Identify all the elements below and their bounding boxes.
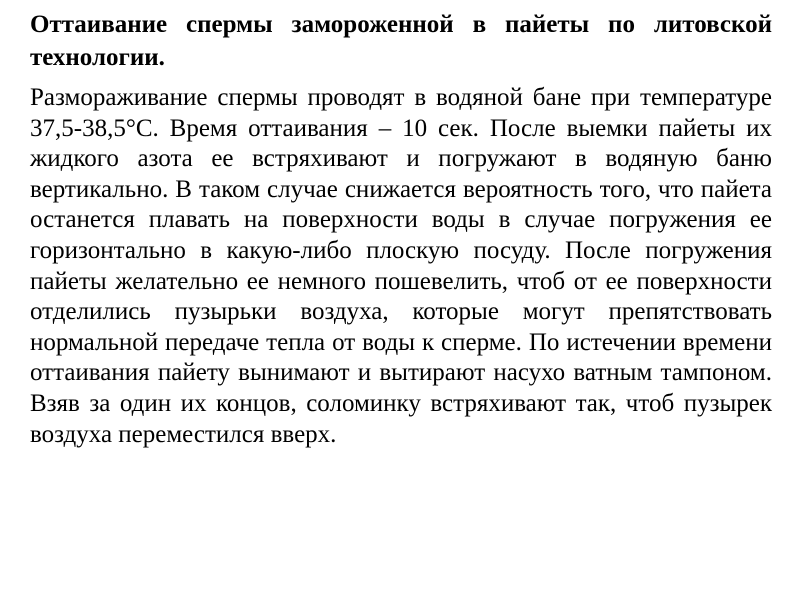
document-title: Оттаивание спермы замороженной в пайеты по литовской технологии.: [30, 11, 772, 71]
document-body-paragraph: Размораживание спермы проводят в водяной бане при температуре 37,5-38,5°С. Время оттаивания – 10 сек. После выемки пайеты их жидкого азота ее встряхивают и погружают в водяную баню вертикально. В таком случае снижается вероятность того, что пайета останется плавать на поверхности воды в случае погружения ее горизонтально в какую-либо плоскую посуду. После погружения пайеты желательно ее немного пошевелить, чтоб от ее поверхности отделились пузырьки воздуха, которые могут препятствовать нормальной передаче тепла от воды к сперме. По истечении времени оттаивания пайету вынимают и вытирают насухо ватным тампоном. Взяв за один их концов, соломинку встряхивают так, чтоб пузырек воздуха переместился вверх.: [30, 84, 772, 448]
